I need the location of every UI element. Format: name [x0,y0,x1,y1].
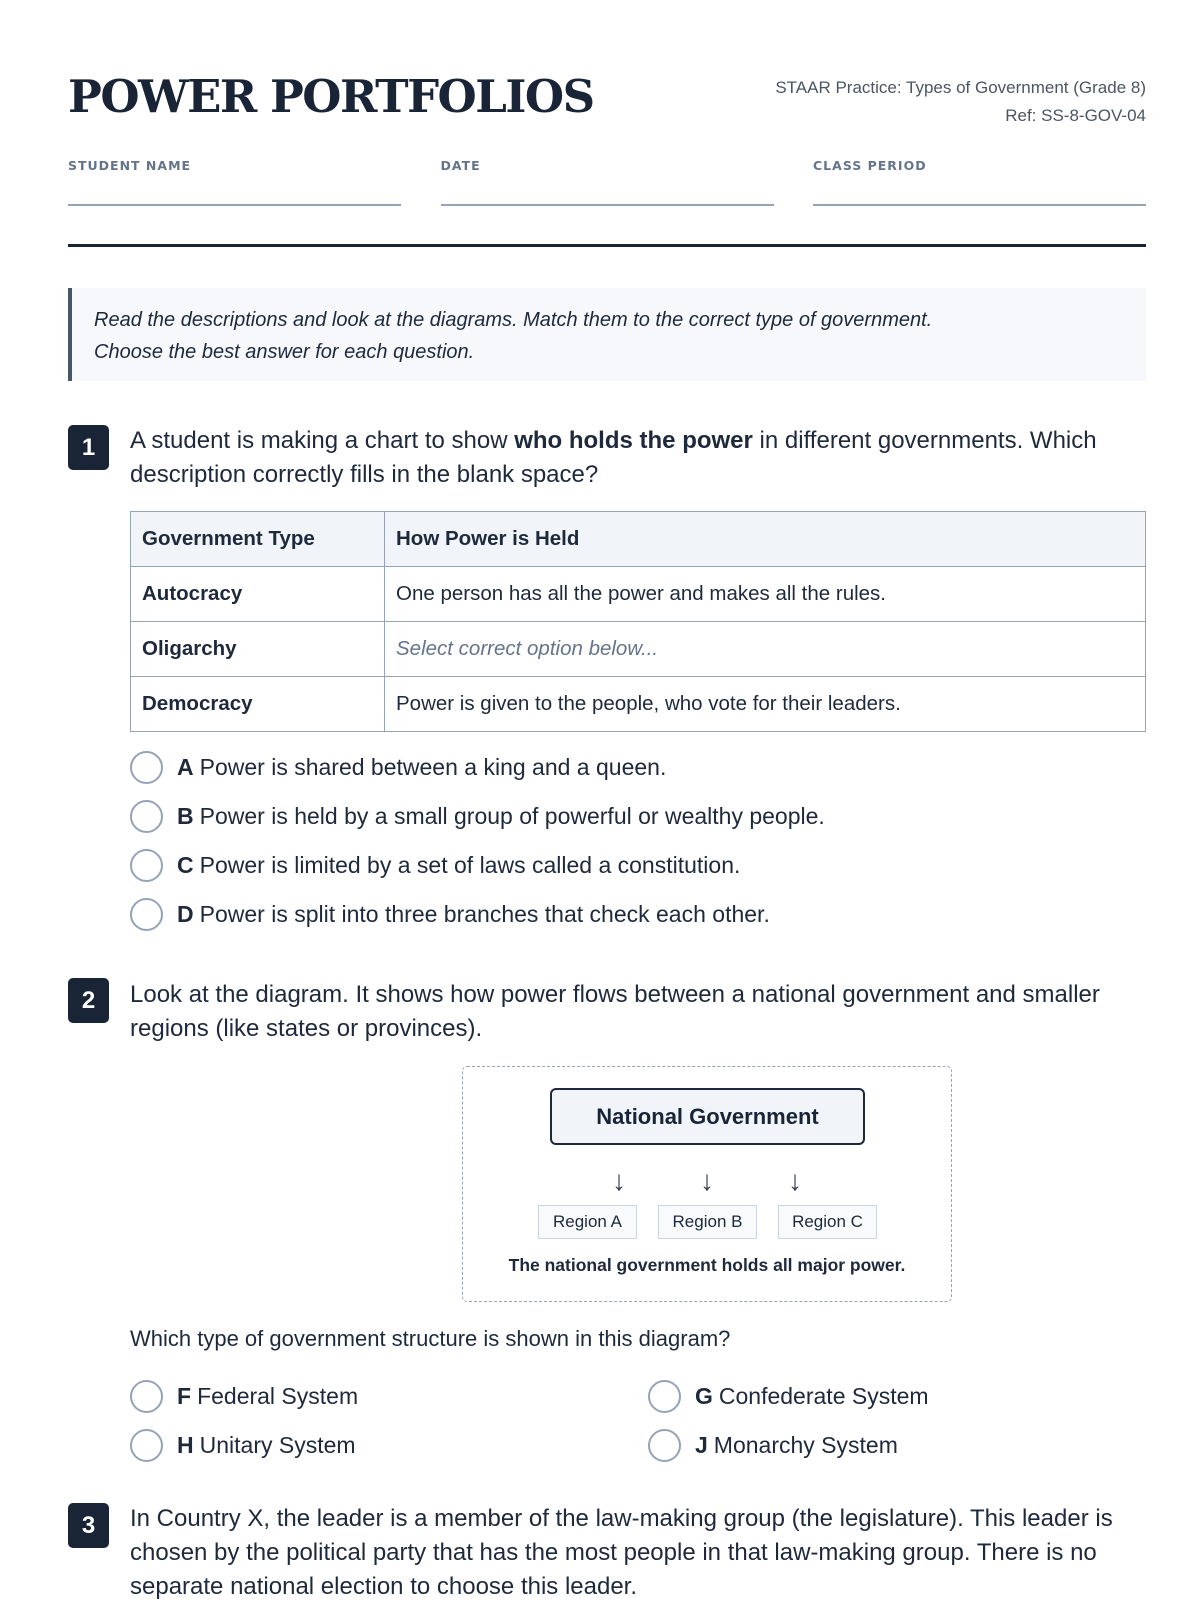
option-text: Federal System [197,1383,359,1409]
table-cell-type: Autocracy [131,567,385,622]
date-label: DATE [440,158,481,173]
worksheet-meta [775,74,1146,130]
question-number-badge: 3 [68,1503,109,1548]
radio-button[interactable] [130,1429,163,1462]
question-2-subquestion: Which type of government structure is shown in this diagram? [130,1326,731,1351]
option-text: Power is held by a small group of powerful or wealthy people. [199,803,825,829]
question-1-text-emphasis: who holds the power [514,427,753,454]
instructions-line-2: Choose the best answer for each question. [94,341,475,363]
answer-option-j[interactable] [648,1429,898,1462]
radio-button[interactable] [648,1429,681,1462]
table-cell-type: Democracy [131,677,385,732]
question-3-text: In Country X, the leader is a member of the law-making group (the legislature). This leader is chosen by the political party that has the most people in that law-making group. There is no separate national election to choose this leader. [130,1505,1113,1600]
page-title: POWER PORTFOLIOS [68,70,594,123]
region-a-box: Region A [538,1205,637,1239]
option-text: Monarchy System [713,1432,898,1458]
class-period-line[interactable] [813,204,1146,206]
option-text: Power is split into three branches that check each other. [199,901,770,927]
national-government-box: National Government [550,1088,865,1145]
radio-button[interactable] [130,898,163,931]
question-1-text [130,424,1146,492]
option-text: Power is limited by a set of laws called a constitution. [199,852,741,878]
answer-option-d[interactable] [130,898,770,931]
student-info-fields [68,158,1146,206]
table-row [131,622,1146,677]
student-name-line[interactable] [68,204,401,206]
option-letter: A [177,754,194,780]
answer-option-f[interactable] [130,1380,358,1413]
option-letter: G [695,1383,713,1409]
answer-option-g[interactable] [648,1380,929,1413]
region-c-box: Region C [778,1205,877,1239]
question-number-badge: 1 [68,425,109,470]
answer-option-b[interactable] [130,800,825,833]
table-cell-blank: Select correct option below... [385,622,1146,677]
student-name-field[interactable] [68,158,401,206]
power-flow-diagram [462,1066,952,1302]
worksheet-page [68,0,1146,1600]
radio-button[interactable] [130,849,163,882]
question-number-badge: 2 [68,978,109,1023]
option-letter: B [177,803,194,829]
column-header-government-type: Government Type [131,512,385,567]
arrow-down-icon: ↓ [700,1165,714,1196]
region-b-box: Region B [658,1205,757,1239]
radio-button[interactable] [130,1380,163,1413]
date-line[interactable] [441,204,774,206]
header-divider [68,244,1146,247]
option-text: Confederate System [718,1383,929,1409]
question-2-text: Look at the diagram. It shows how power flows between a national government and smaller regions (like states or provinces). [130,981,1100,1042]
date-field[interactable] [441,158,774,206]
diagram-caption: The national government holds all major power. [508,1255,906,1275]
instructions-box [68,288,1146,381]
option-text: Power is shared between a king and a queen. [199,754,667,780]
table-row [131,567,1146,622]
arrow-down-icon: ↓ [788,1165,802,1196]
student-name-label: STUDENT NAME [68,158,192,173]
table-cell-description: Power is given to the people, who vote for their leaders. [385,677,1146,732]
government-types-table [130,511,1146,732]
worksheet-subtitle: STAAR Practice: Types of Government (Grade 8) [775,78,1146,97]
worksheet-header [68,0,1146,250]
radio-button[interactable] [648,1380,681,1413]
arrow-down-icon: ↓ [612,1165,626,1196]
class-period-field[interactable] [813,158,1146,206]
question-1-text-end: in different governments. Which description correctly fills in the blank space? [130,427,1097,488]
table-cell-type: Oligarchy [131,622,385,677]
table-cell-description: One person has all the power and makes all the rules. [385,567,1146,622]
instructions-line-1: Read the descriptions and look at the diagrams. Match them to the correct type of government. [94,309,933,331]
option-letter: J [695,1432,708,1458]
class-period-label: CLASS PERIOD [813,158,927,173]
option-letter: H [177,1432,194,1458]
answer-option-c[interactable] [130,849,740,882]
column-header-how-power-held: How Power is Held [385,512,1146,567]
table-row [131,677,1146,732]
option-letter: C [177,852,194,878]
answer-option-h[interactable] [130,1429,356,1462]
answer-option-a[interactable] [130,751,666,784]
radio-button[interactable] [130,751,163,784]
worksheet-ref: Ref: SS-8-GOV-04 [1005,106,1146,125]
option-letter: D [177,901,194,927]
radio-button[interactable] [130,800,163,833]
option-text: Unitary System [199,1432,356,1458]
question-1-text-start: A student is making a chart to show [130,427,515,454]
table-header-row [131,512,1146,567]
option-letter: F [177,1383,192,1409]
